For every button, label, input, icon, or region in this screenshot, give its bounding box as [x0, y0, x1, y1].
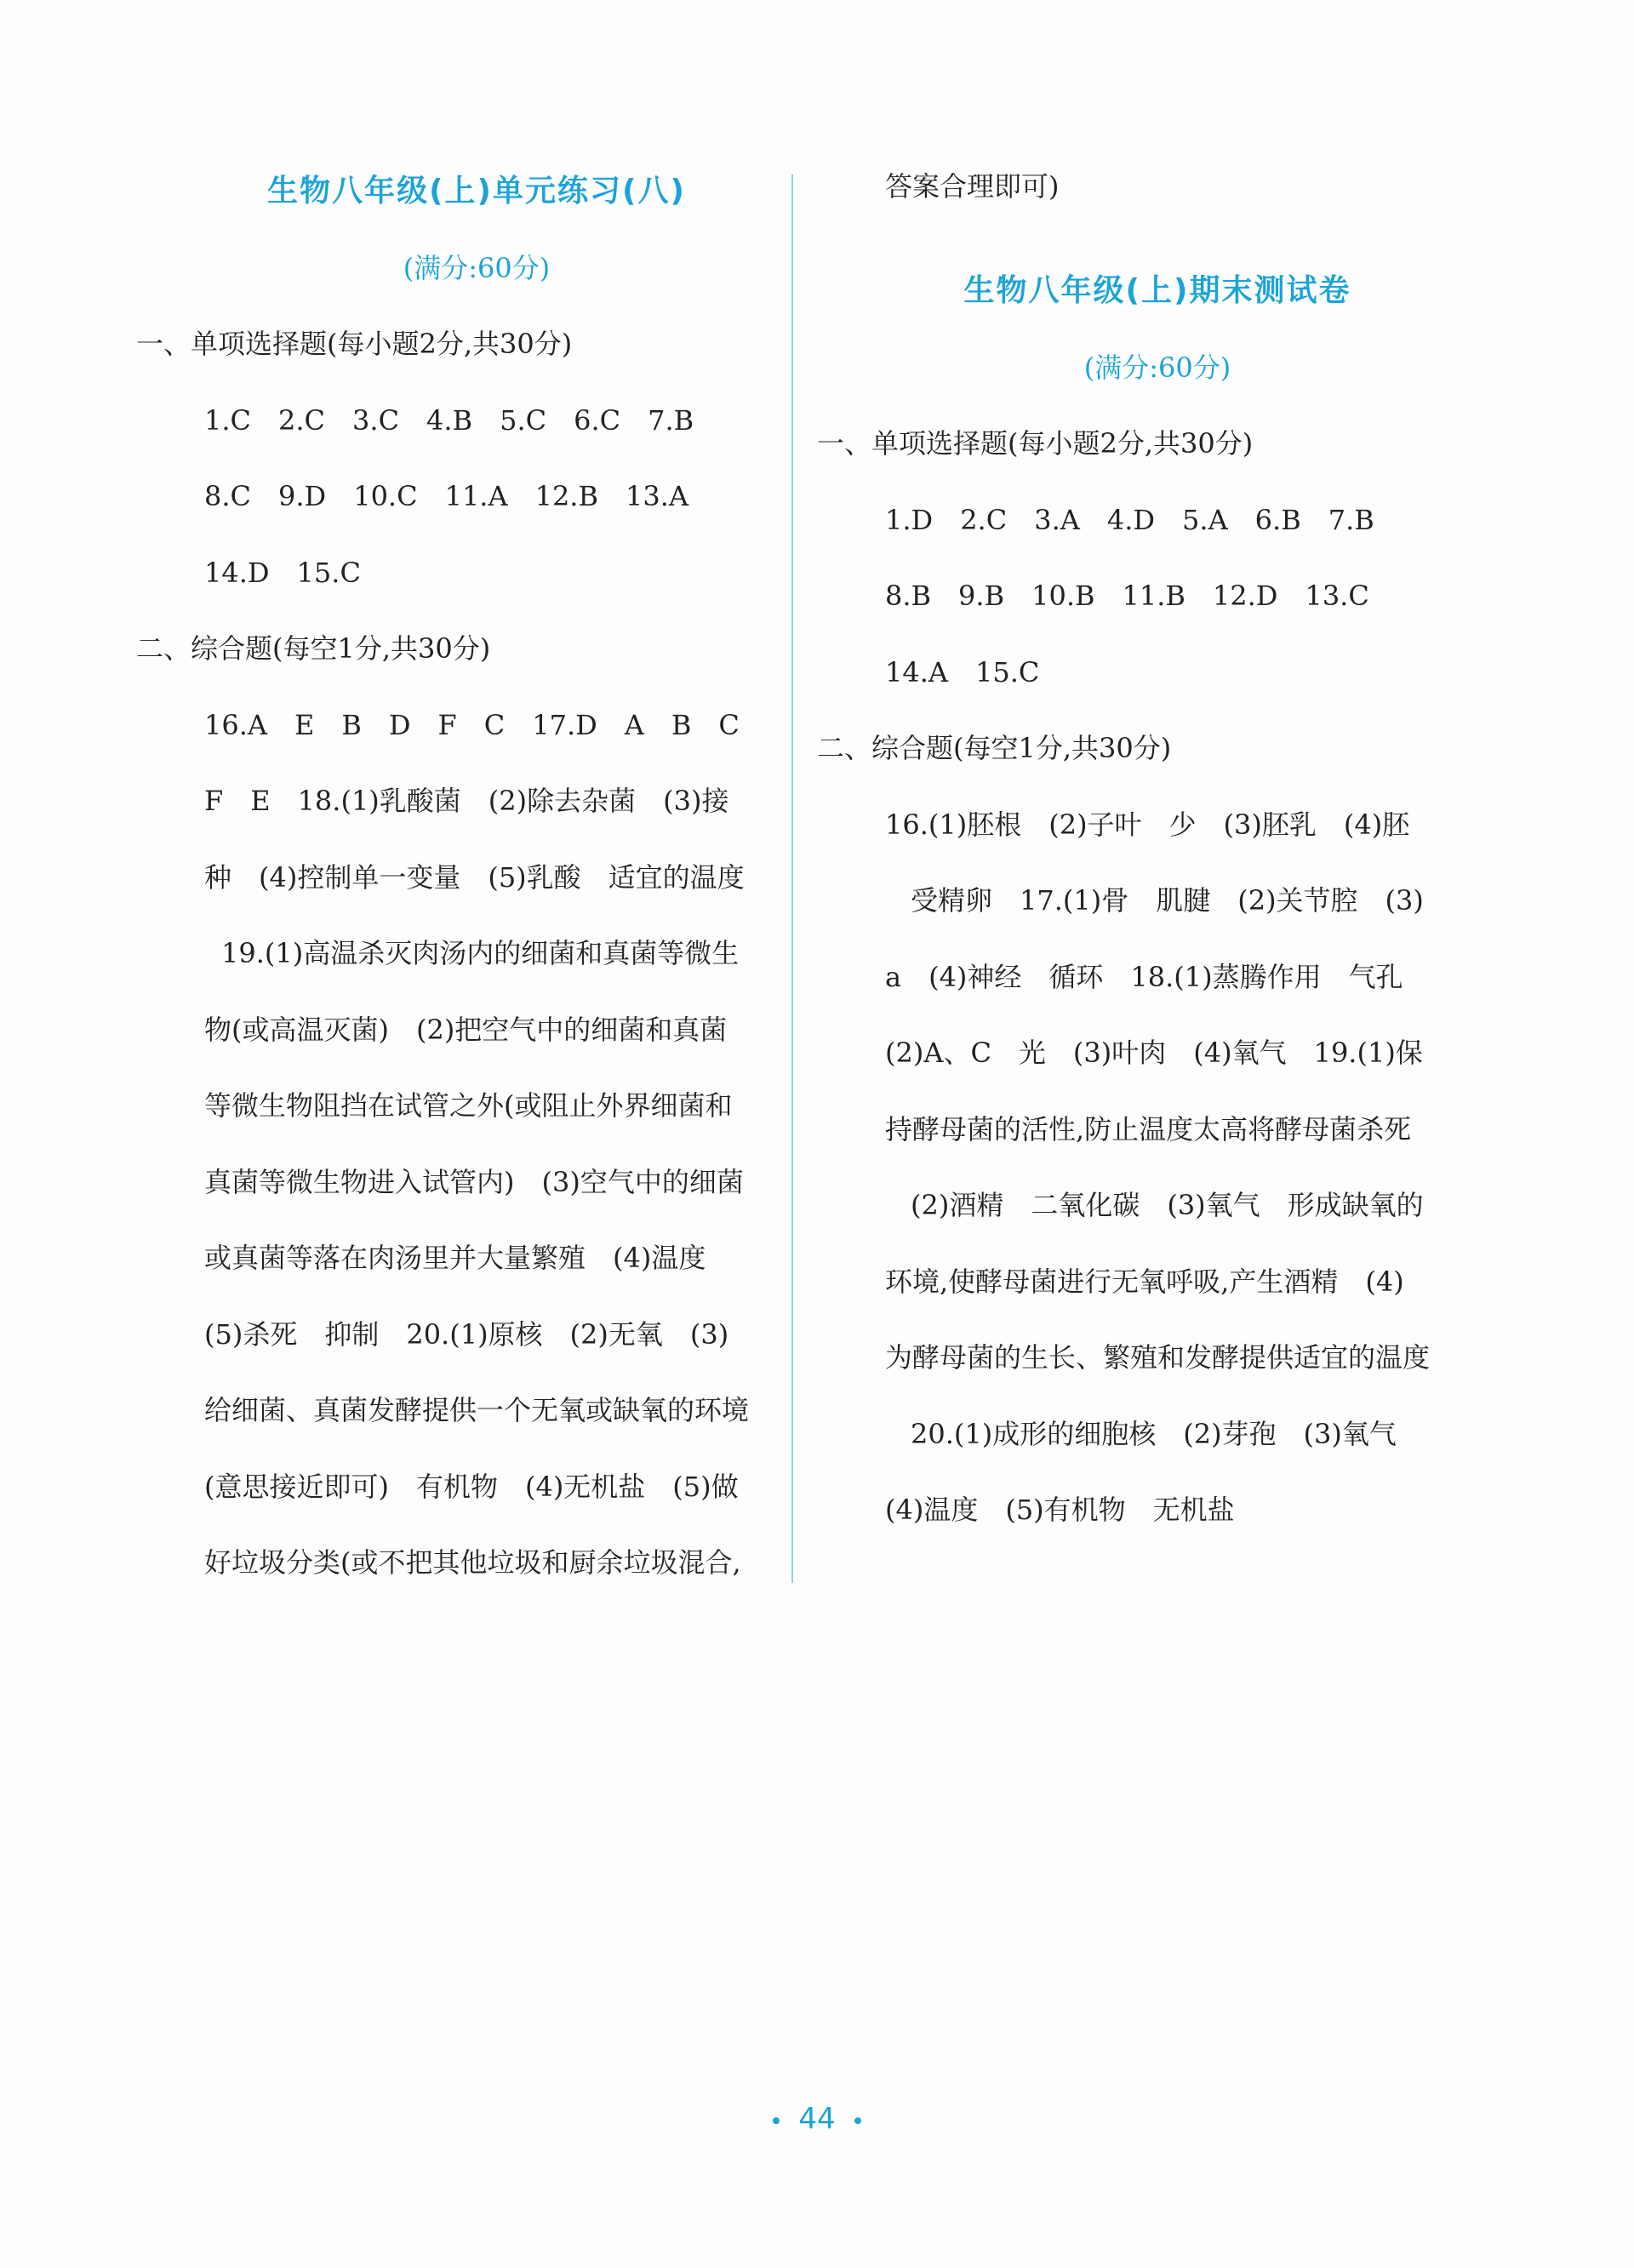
- final-exam-title: 生物八年级(上)期末测试卷: [963, 273, 1351, 308]
- answer-line: (2)A、C 光 (3)叶肉 (4)氧气 19.(1)保: [885, 1037, 1423, 1069]
- right-column: [817, 149, 1455, 1549]
- answer-line: 1.D 2.C 3.A 4.D 5.A 6.B 7.B: [885, 503, 1374, 536]
- answer-line: 1.C 2.C 3.C 4.B 5.C 6.C 7.B: [204, 403, 694, 437]
- answer-line: 物(或高温灭菌) (2)把空气中的细菌和真菌: [204, 1013, 728, 1046]
- answer-line: 给细菌、真菌发酵提供一个无氧或缺氧的环境: [204, 1394, 750, 1426]
- continuation-text: 答案合理即可): [885, 170, 1060, 203]
- answer-line: 种 (4)控制单一变量 (5)乳酸 适宜的温度: [204, 860, 745, 894]
- answer-line: 为酵母菌的生长、繁殖和发酵提供适宜的温度: [885, 1341, 1431, 1374]
- answer-line: (意思接近即可) 有机物 (4)无机盐 (5)做: [204, 1470, 739, 1503]
- unit-exercise-title: 生物八年级(上)单元练习(八): [267, 174, 686, 209]
- answer-line: 或真菌等落在肉汤里并大量繁殖 (4)温度: [204, 1242, 706, 1274]
- page-number-text: 44: [798, 2102, 836, 2136]
- section-heading: 一、单项选择题(每小题2分,共30分): [136, 328, 573, 360]
- answer-line: 好垃圾分类(或不把其他垃圾和厨余垃圾混合,: [204, 1546, 741, 1579]
- answer-line: (5)杀死 抑制 20.(1)原核 (2)无氧 (3): [204, 1317, 729, 1351]
- final-exam-score: (满分:60分): [1083, 351, 1231, 384]
- answer-line: 受精卵 17.(1)骨 肌腱 (2)关节腔 (3): [911, 884, 1424, 917]
- answer-line: 14.A 15.C: [885, 655, 1040, 688]
- answer-line: (4)温度 (5)有机物 无机盐: [885, 1494, 1235, 1526]
- answer-line: 等微生物阻挡在试管之外(或阻止外界细菌和: [204, 1089, 733, 1122]
- dot-icon: [773, 2117, 780, 2124]
- answer-line: 16.(1)胚根 (2)子叶 少 (3)胚乳 (4)胚: [885, 808, 1410, 841]
- answer-line: 16.A E B D F C 17.D A B C: [204, 708, 740, 741]
- dot-icon: [854, 2117, 861, 2124]
- answer-line: a (4)神经 循环 18.(1)蒸腾作用 气孔: [885, 960, 1403, 993]
- section-heading: 二、综合题(每空1分,共30分): [817, 732, 1172, 764]
- unit-exercise-score: (满分:60分): [403, 252, 551, 284]
- answer-line: F E 18.(1)乳酸菌 (2)除去杂菌 (3)接: [204, 785, 729, 817]
- answer-line: 19.(1)高温杀灭肉汤内的细菌和真菌等微生: [221, 937, 740, 969]
- answer-line: (2)酒精 二氧化碳 (3)氧气 形成缺氧的: [911, 1189, 1424, 1221]
- page-number: [0, 2102, 1634, 2136]
- answer-line: 持酵母菌的活性,防止温度太高将酵母菌杀死: [885, 1112, 1412, 1145]
- section-heading: 二、综合题(每空1分,共30分): [136, 632, 491, 665]
- answer-line: 真菌等微生物进入试管内) (3)空气中的细菌: [204, 1165, 744, 1198]
- left-column: [136, 153, 774, 1602]
- answer-line: 环境,使酵母菌进行无氧呼吸,产生酒精 (4): [885, 1265, 1404, 1298]
- answer-line: 8.C 9.D 10.C 11.A 12.B 13.A: [204, 480, 688, 512]
- answer-line: 8.B 9.B 10.B 11.B 12.D 13.C: [885, 580, 1369, 612]
- column-divider: [791, 174, 793, 1583]
- answer-line: 20.(1)成形的细胞核 (2)芽孢 (3)氧气: [911, 1417, 1397, 1450]
- answer-line: 14.D 15.C: [204, 556, 361, 589]
- section-heading: 一、单项选择题(每小题2分,共30分): [817, 427, 1254, 460]
